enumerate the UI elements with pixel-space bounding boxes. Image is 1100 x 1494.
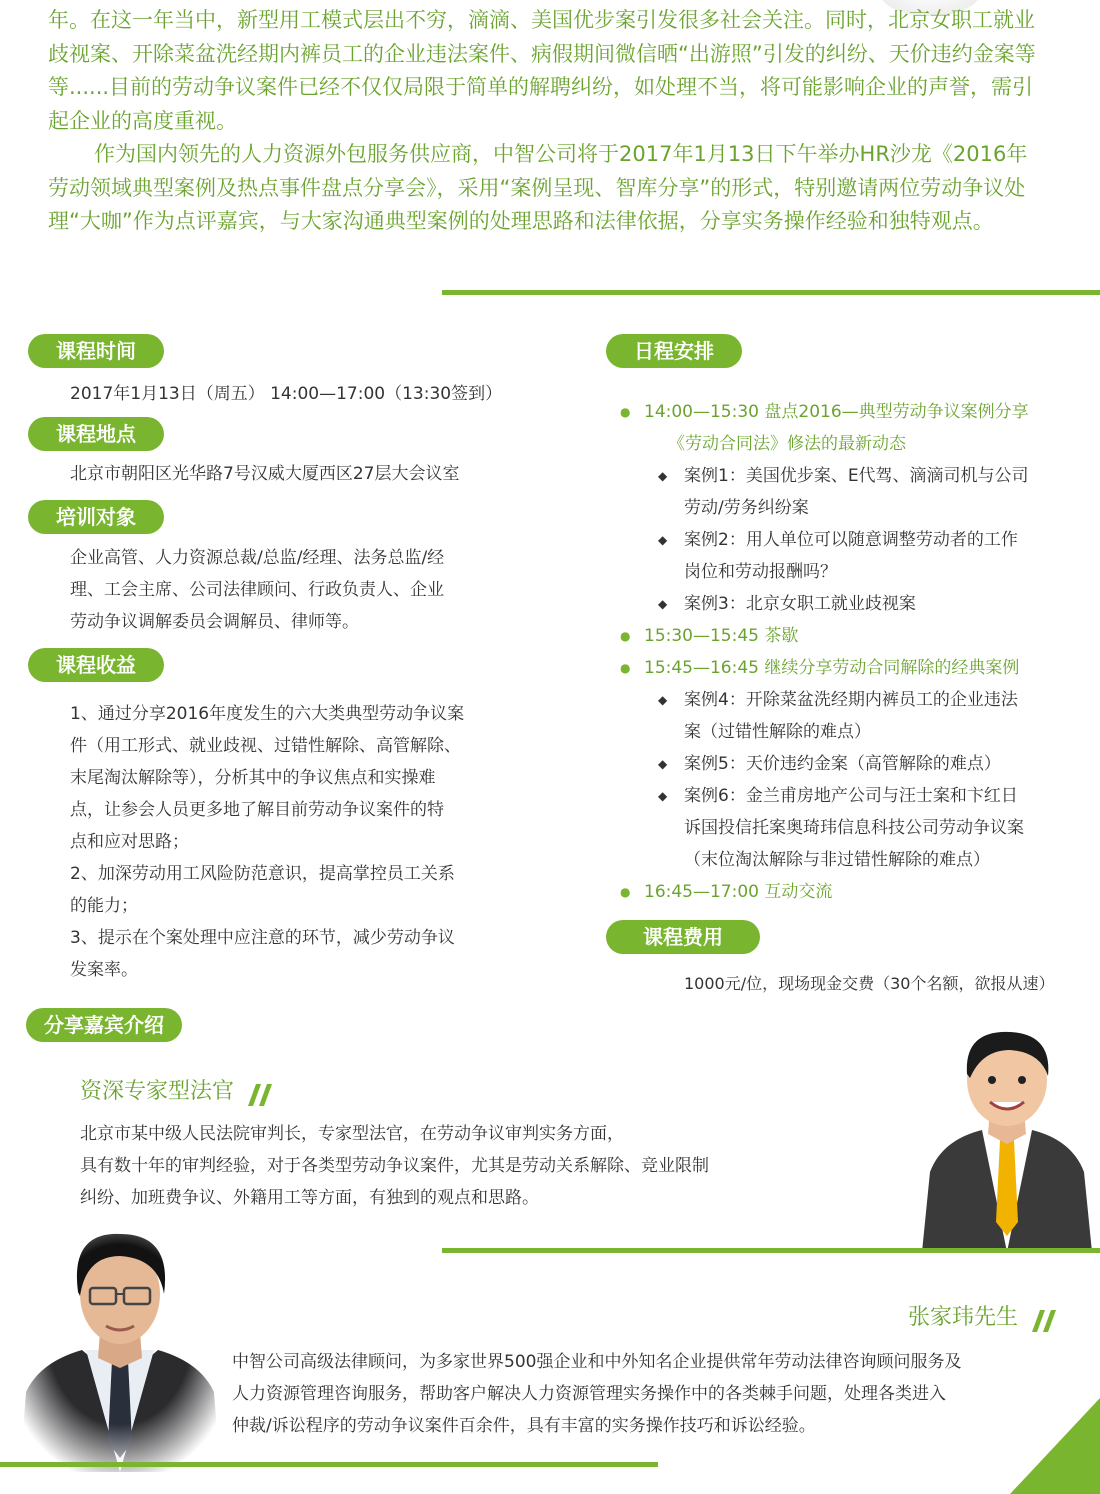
case-item: ◆ 案例2：用人单位可以随意调整劳动者的工作 岗位和劳动报酬吗？ [620, 524, 1080, 588]
divider-bottom [0, 1462, 658, 1467]
corner-triangle-decoration [1010, 1398, 1100, 1494]
audience-text [70, 542, 444, 638]
benefit-line: 点，让参会人员更多地了解目前劳动争议案件的特 [70, 800, 444, 820]
benefit-line: 件（用工形式、就业歧视、过错性解除、高管解除、 [70, 736, 461, 756]
guest2-bio [232, 1346, 961, 1442]
case-item: ◆ 案例3：北京女职工就业歧视案 [620, 588, 1080, 620]
benefit-line: 3、提示在个案处理中应注意的环节，减少劳动争议 [70, 928, 455, 948]
course-location-text: 北京市朝阳区光华路7号汉威大厦西区27层大会议室 [70, 464, 460, 484]
guest2-bio-line: 中智公司高级法律顾问，为多家世界500强企业和中外知名企业提供常年劳动法律咨询顾问服务及 [232, 1352, 962, 1372]
diamond-bullet-icon: ◆ [658, 533, 668, 547]
intro-text [48, 4, 1048, 239]
benefit-line: 的能力； [70, 896, 138, 916]
benefit-line: 末尾淘汰解除等），分析其中的争议焦点和实操难 [70, 768, 436, 788]
schedule-item-title: 14:00—15:30 盘点2016—典型劳动争议案例分享 [644, 402, 1029, 422]
diamond-bullet-icon: ◆ [658, 789, 668, 803]
course-location-badge: 课程地点 [28, 417, 164, 451]
case-item: ◆ 案例5：天价违约金案（高管解除的难点） [620, 748, 1080, 780]
diamond-bullet-icon: ◆ [658, 597, 668, 611]
schedule-item [620, 620, 1080, 652]
guest1-bio-line: 北京市某中级人民法院审判长，专家型法官，在劳动争议审判实务方面， [80, 1124, 624, 1144]
guest1-avatar-illustration [912, 1022, 1100, 1252]
benefit-line: 1、通过分享2016年度发生的六大类典型劳动争议案 [70, 704, 465, 724]
schedule-badge: 日程安排 [606, 334, 742, 368]
benefits-badge: 课程收益 [28, 648, 164, 682]
schedule-item [620, 876, 1080, 908]
slash-deco-icon [1032, 1310, 1056, 1332]
guest2-avatar-photo [20, 1222, 220, 1472]
schedule-item [620, 652, 1080, 684]
schedule-item [620, 396, 1080, 460]
guest2-title: 张家玮先生 [908, 1305, 1019, 1330]
benefit-line: 点和应对思路； [70, 832, 189, 852]
schedule-item-subtitle: 《劳动合同法》修法的最新动态 [668, 434, 906, 454]
audience-badge: 培训对象 [28, 500, 164, 534]
audience-line: 企业高管、人力资源总裁/总监/经理、法务总监/经 [70, 548, 445, 568]
guest1-title: 资深专家型法官 [80, 1079, 235, 1104]
guest1-bio-line: 具有数十年的审判经验，对于各类型劳动争议案件，尤其是劳动关系解除、竞业限制 [80, 1156, 709, 1176]
schedule-item-title: 15:30—15:45 茶歇 [644, 626, 799, 646]
slash-deco-icon [248, 1084, 272, 1106]
audience-line: 理、工会主席、公司法律顾问、行政负责人、企业 [70, 580, 444, 600]
guest1-bio-line: 纠纷、加班费争议、外籍用工等方面，有独到的观点和思路。 [80, 1188, 539, 1208]
case-item: ◆ 案例1：美国优步案、E代驾、滴滴司机与公司 劳动/劳务纠纷案 [620, 460, 1080, 524]
diamond-bullet-icon: ◆ [658, 757, 668, 771]
guests-badge: 分享嘉宾介绍 [26, 1008, 182, 1042]
schedule-list [620, 396, 1080, 908]
intro-paragraph-2: 作为国内领先的人力资源外包服务供应商，中智公司将于2017年1月13日下午举办HR沙龙《2016年劳动领域典型案例及热点事件盘点分享会》，采用“案例呈现、智库分享”的形式，特别邀请两位劳动争议处理“大咖”作为点评嘉宾，与大家沟通典型案例的处理思路和法律依据，分享实务操作经验和独特观点。 [48, 142, 1028, 233]
course-time-badge: 课程时间 [28, 334, 164, 368]
benefit-line: 发案率。 [70, 960, 138, 980]
course-time-text: 2017年1月13日（周五） 14:00—17:00（13:30签到） [70, 384, 503, 404]
schedule-item-title: 15:45—16:45 继续分享劳动合同解除的经典案例 [644, 658, 1020, 678]
benefit-line: 2、加深劳动用工风险防范意识，提高掌控员工关系 [70, 864, 455, 884]
divider-middle [442, 1248, 1100, 1253]
divider-top [442, 290, 1100, 295]
fee-badge: 课程费用 [606, 920, 760, 954]
diamond-bullet-icon: ◆ [658, 693, 668, 707]
audience-line: 劳动争议调解委员会调解员、律师等。 [70, 612, 359, 632]
guest2-bio-line: 人力资源管理咨询服务，帮助客户解决人力资源管理实务操作中的各类棘手问题，处理各类进入 [232, 1384, 946, 1404]
guest1-bio [80, 1118, 709, 1214]
benefits-text [70, 698, 464, 986]
intro-paragraph-1: 年。在这一年当中，新型用工模式层出不穷，滴滴、美国优步案引发很多社会关注。同时，北京女职工就业歧视案、开除菜盆洗经期内裤员工的企业违法案件、病假期间微信晒“出游照”引发的纠纷、天价违约金案等等......目前的劳动争议案件已经不仅仅局限于简单的解聘纠纷，如处理不当，将可能影响企业的声誉，需引起企业的高度重视。 [48, 8, 1036, 133]
diamond-bullet-icon: ◆ [658, 469, 668, 483]
fee-text: 1000元/位，现场现金交费（30个名额，欲报从速） [684, 974, 1055, 993]
case-item: ◆ 案例4：开除菜盆洗经期内裤员工的企业违法 案（过错性解除的难点） [620, 684, 1080, 748]
guest2-bio-line: 仲裁/诉讼程序的劳动争议案件百余件，具有丰富的实务操作技巧和诉讼经验。 [232, 1416, 816, 1436]
case-item: ◆ 案例6：金兰甫房地产公司与汪士案和卞红日 诉国投信托案奥琦玮信息科技公司劳动争议案 （末位淘汰解除与非过错性解除的难点） [620, 780, 1080, 876]
schedule-item-title: 16:45—17:00 互动交流 [644, 882, 833, 902]
